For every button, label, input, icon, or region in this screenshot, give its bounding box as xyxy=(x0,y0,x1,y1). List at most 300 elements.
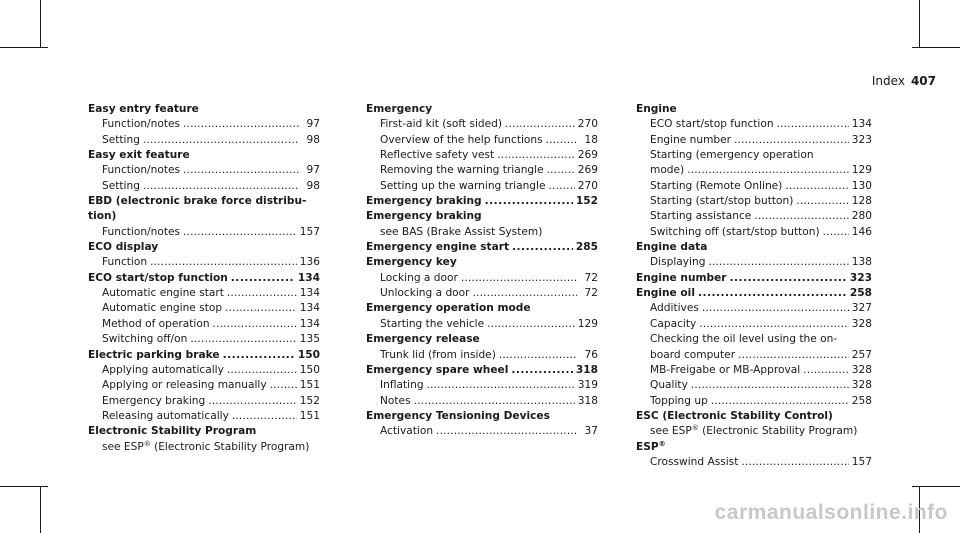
leader-dots xyxy=(777,117,849,132)
entry-label: Function/notes xyxy=(102,164,181,177)
entry-text xyxy=(650,148,814,163)
entry-label: Quality xyxy=(650,379,688,392)
index-heading xyxy=(88,348,320,363)
entry-label: Emergency Tensioning Devices xyxy=(366,409,550,422)
index-heading xyxy=(366,332,598,347)
section-label: Index xyxy=(871,74,905,88)
entry-text xyxy=(380,317,484,332)
entry-text xyxy=(366,301,531,316)
index-entry xyxy=(636,225,872,240)
entry-label: Unlocking a door xyxy=(380,287,470,300)
leader-dots xyxy=(225,301,297,316)
entry-label: Engine oil xyxy=(636,287,695,300)
entry-label: Engine xyxy=(636,103,677,115)
page-ref-link[interactable]: 138 xyxy=(851,256,872,269)
index-entry xyxy=(366,394,598,409)
index-heading xyxy=(88,424,320,439)
index-heading xyxy=(88,194,320,209)
entry-label: Trunk lid (from inside) xyxy=(380,348,496,361)
entry-label: Setting up the warning triangle xyxy=(380,179,546,192)
entry-label: Engine number xyxy=(650,133,732,146)
entry-label: Emergency key xyxy=(366,256,457,269)
leader-dots xyxy=(223,348,295,363)
index-entry xyxy=(366,317,598,332)
leader-dots xyxy=(499,348,577,363)
page-ref-link[interactable]: 150 xyxy=(299,363,320,376)
index-entry xyxy=(366,286,598,301)
index-entry xyxy=(636,179,872,194)
entry-label: board computer xyxy=(650,348,736,361)
page-ref-link[interactable]: 134 xyxy=(851,118,872,131)
crop-mark xyxy=(0,47,48,48)
entry-text xyxy=(636,240,707,255)
page-ref-link[interactable]: 98 xyxy=(306,179,320,192)
entry-text xyxy=(380,117,502,132)
leader-dots xyxy=(427,378,575,393)
entry-label: Starting assistance xyxy=(650,210,752,223)
leader-dots xyxy=(823,225,849,240)
page-ref-link[interactable]: 328 xyxy=(851,363,872,376)
index-entry xyxy=(366,117,598,132)
index-entry xyxy=(636,301,872,316)
leader-dots xyxy=(730,271,847,286)
leader-dots xyxy=(691,378,849,393)
entry-text xyxy=(380,225,542,240)
crop-mark xyxy=(912,486,960,487)
registered-mark: ® xyxy=(691,424,699,433)
index-heading xyxy=(636,409,872,424)
leader-dots xyxy=(702,301,849,316)
index-entry xyxy=(636,148,872,163)
entry-label: see ESP xyxy=(102,440,144,453)
leader-dots xyxy=(270,378,297,393)
page-ref-link[interactable]: 18 xyxy=(584,133,598,146)
entry-text xyxy=(636,271,727,286)
entry-label: Emergency release xyxy=(366,333,480,346)
index-entry xyxy=(636,348,872,363)
leader-dots xyxy=(143,179,299,194)
entry-text xyxy=(650,117,774,132)
entry-label: Emergency braking xyxy=(366,210,482,223)
entry-text xyxy=(88,194,306,209)
page-ref-link[interactable]: 129 xyxy=(851,164,872,177)
page-ref-link[interactable]: 98 xyxy=(306,133,320,146)
entry-text xyxy=(380,424,433,439)
index-entry xyxy=(88,332,320,347)
page-ref-link[interactable]: 318 xyxy=(577,394,598,407)
page-header xyxy=(872,74,936,88)
entry-text xyxy=(366,240,509,255)
index-entry xyxy=(366,133,598,148)
entry-text xyxy=(102,255,147,270)
index-entry xyxy=(636,363,872,378)
page-ref-link[interactable]: 152 xyxy=(299,394,320,407)
page-ref-link[interactable]: 257 xyxy=(851,348,872,361)
index-entry xyxy=(366,378,598,393)
entry-label: Inflating xyxy=(380,379,424,392)
entry-label: Notes xyxy=(380,394,411,407)
index-entry xyxy=(366,148,598,163)
entry-label: ECO start/stop function xyxy=(88,271,228,284)
index-heading xyxy=(636,271,872,286)
leader-dots xyxy=(461,271,577,286)
index-entry xyxy=(636,163,872,178)
entry-text xyxy=(102,301,222,316)
index-entry xyxy=(636,394,872,409)
index-entry xyxy=(88,255,320,270)
leader-dots xyxy=(227,286,297,301)
leader-dots xyxy=(546,133,577,148)
entry-label: ESC (Electronic Stability Control) xyxy=(636,409,833,422)
entry-text xyxy=(650,301,699,316)
index-heading xyxy=(366,209,598,224)
entry-label: Function xyxy=(102,256,148,269)
index-heading xyxy=(88,148,320,163)
index-entry xyxy=(88,133,320,148)
index-column-3 xyxy=(636,102,872,470)
entry-label-suffix: (Electronic Stability Program) xyxy=(698,425,858,438)
page-ref-link[interactable]: 269 xyxy=(577,164,598,177)
leader-dots xyxy=(231,271,295,286)
index-heading xyxy=(366,255,598,270)
entry-label: Applying automatically xyxy=(102,363,224,376)
entry-label: Setting xyxy=(102,133,140,146)
index-entry xyxy=(636,194,872,209)
leader-dots xyxy=(708,255,848,270)
page-ref-link[interactable]: 146 xyxy=(851,225,872,238)
page-ref-link[interactable]: 157 xyxy=(299,225,320,238)
page-ref-link[interactable]: 269 xyxy=(577,149,598,162)
registered-mark: ® xyxy=(658,439,666,448)
page-ref-link[interactable]: 270 xyxy=(577,179,598,192)
entry-text xyxy=(650,133,731,148)
entry-label: Overview of the help functions xyxy=(380,133,543,146)
entry-label-suffix: (Electronic Stability Program) xyxy=(150,440,310,453)
entry-label: see BAS (Brake Assist System) xyxy=(380,225,543,238)
leader-dots xyxy=(190,332,296,347)
index-heading xyxy=(366,102,598,117)
entry-text xyxy=(88,424,256,439)
entry-label: Activation xyxy=(380,425,434,438)
leader-dots xyxy=(754,209,848,224)
crop-mark xyxy=(919,0,920,48)
page-ref-link[interactable]: 135 xyxy=(299,333,320,346)
entry-label: Function/notes xyxy=(102,225,181,238)
entry-label: Easy exit feature xyxy=(88,149,190,162)
page-ref-link[interactable]: 323 xyxy=(849,271,872,284)
index-heading xyxy=(636,440,872,455)
entry-label: Function/notes xyxy=(102,118,181,131)
entry-label: Emergency braking xyxy=(102,394,206,407)
entry-text xyxy=(650,194,793,209)
entry-label: Emergency braking xyxy=(366,195,482,208)
entry-text xyxy=(650,163,684,178)
entry-text xyxy=(366,363,508,378)
index-heading xyxy=(636,286,872,301)
index-entry xyxy=(88,363,320,378)
entry-label: Electric parking brake xyxy=(88,348,220,361)
entry-label: Emergency engine start xyxy=(366,241,510,254)
index-entry xyxy=(636,332,872,347)
index-entry xyxy=(88,440,320,455)
entry-text xyxy=(102,440,309,455)
entry-label: Engine number xyxy=(636,271,727,284)
entry-label: Emergency operation mode xyxy=(366,302,531,315)
entry-label: Checking the oil level using the on- xyxy=(650,333,838,346)
index-entry xyxy=(88,286,320,301)
page-ref-link[interactable]: 134 xyxy=(299,302,320,315)
entry-text xyxy=(650,378,688,393)
entry-text xyxy=(366,209,482,224)
entry-text xyxy=(380,133,543,148)
entry-label: Automatic engine start xyxy=(102,287,224,300)
entry-text xyxy=(636,102,677,117)
entry-label: Topping up xyxy=(650,394,708,407)
entry-label: Applying or releasing manually xyxy=(102,379,267,392)
entry-label: Reflective safety vest xyxy=(380,149,495,162)
entry-text xyxy=(366,194,482,209)
index-entry xyxy=(366,348,598,363)
page-ref-link[interactable]: 136 xyxy=(299,256,320,269)
index-heading xyxy=(636,240,872,255)
index-heading xyxy=(636,102,872,117)
index-entry xyxy=(88,378,320,393)
index-entry xyxy=(88,179,320,194)
entry-text xyxy=(650,348,735,363)
index-entry xyxy=(88,225,320,240)
leader-dots xyxy=(547,163,575,178)
entry-text xyxy=(88,102,199,117)
entry-text xyxy=(88,209,116,224)
entry-text xyxy=(102,363,224,378)
entry-text xyxy=(636,409,833,424)
leader-dots xyxy=(232,409,297,424)
entry-text xyxy=(102,394,205,409)
leader-dots xyxy=(698,286,847,301)
crop-mark xyxy=(912,47,960,48)
leader-dots xyxy=(505,117,575,132)
leader-dots xyxy=(183,225,297,240)
entry-text xyxy=(380,148,494,163)
index-entry xyxy=(366,179,598,194)
crop-mark xyxy=(40,486,41,533)
page-ref-link[interactable]: 270 xyxy=(577,118,598,131)
page-ref-link[interactable]: 134 xyxy=(299,287,320,300)
leader-dots xyxy=(549,179,575,194)
page-ref-link[interactable]: 150 xyxy=(297,348,320,361)
entry-text xyxy=(636,286,695,301)
leader-dots xyxy=(485,194,573,209)
entry-label: Easy entry feature xyxy=(88,103,199,115)
leader-dots xyxy=(213,317,297,332)
entry-label: First-aid kit (soft sided) xyxy=(380,118,503,131)
index-heading xyxy=(366,363,598,378)
index-entry xyxy=(636,209,872,224)
leader-dots xyxy=(227,363,297,378)
entry-text xyxy=(650,179,782,194)
index-entry xyxy=(636,255,872,270)
entry-text xyxy=(102,317,210,332)
page-ref-link[interactable]: 258 xyxy=(849,287,872,300)
entry-label: Automatic engine stop xyxy=(102,302,223,315)
page-ref-link[interactable]: 328 xyxy=(851,379,872,392)
entry-text xyxy=(102,163,180,178)
index-heading xyxy=(366,240,598,255)
index-heading xyxy=(366,409,598,424)
page-ref-link[interactable]: 151 xyxy=(299,379,320,392)
entry-text xyxy=(102,286,224,301)
entry-text xyxy=(380,394,411,409)
leader-dots xyxy=(711,394,849,409)
page-ref-link[interactable]: 76 xyxy=(584,348,598,361)
page-ref-link[interactable]: 285 xyxy=(575,241,598,254)
page-ref-link[interactable]: 151 xyxy=(299,409,320,422)
entry-label: Switching off (start/stop button) xyxy=(650,225,820,238)
leader-dots xyxy=(143,133,299,148)
entry-label: Removing the warning triangle xyxy=(380,164,544,177)
leader-dots xyxy=(183,117,299,132)
entry-text xyxy=(650,209,751,224)
page-ref-link[interactable]: 134 xyxy=(299,317,320,330)
page-ref-link[interactable]: 319 xyxy=(577,379,598,392)
page-ref-link[interactable]: 129 xyxy=(577,317,598,330)
entry-text xyxy=(650,455,738,470)
registered-mark: ® xyxy=(143,439,151,448)
entry-text xyxy=(650,317,696,332)
index-entry xyxy=(366,424,598,439)
page-ref-link[interactable]: 152 xyxy=(575,195,598,208)
entry-label: Crosswind Assist xyxy=(650,455,739,468)
entry-label: Starting (start/stop button) xyxy=(650,195,794,208)
entry-label: Starting (emergency operation xyxy=(650,149,814,162)
leader-dots xyxy=(414,394,575,409)
entry-text xyxy=(102,179,140,194)
page-ref-link[interactable]: 130 xyxy=(851,179,872,192)
entry-label: ECO start/stop function xyxy=(650,118,774,131)
entry-label: mode) xyxy=(650,164,685,177)
entry-text xyxy=(102,133,140,148)
leader-dots xyxy=(497,148,575,163)
index-entry xyxy=(366,271,598,286)
entry-text xyxy=(102,378,267,393)
index-entry xyxy=(88,301,320,316)
watermark: carmanualsonline.info xyxy=(714,501,948,524)
entry-text xyxy=(650,363,800,378)
entry-label: ESP xyxy=(636,440,659,453)
entry-label: Method of operation xyxy=(102,317,210,330)
entry-label: Electronic Stability Program xyxy=(88,425,257,438)
leader-dots xyxy=(473,286,577,301)
page-ref-link[interactable]: 37 xyxy=(584,425,598,438)
leader-dots xyxy=(796,194,848,209)
entry-text xyxy=(380,378,424,393)
page-ref-link[interactable]: 72 xyxy=(584,287,598,300)
leader-dots xyxy=(803,363,849,378)
page-number: 407 xyxy=(910,74,936,88)
index-entry xyxy=(636,455,872,470)
entry-text xyxy=(102,225,180,240)
leader-dots xyxy=(785,179,848,194)
leader-dots xyxy=(734,133,849,148)
index-entry xyxy=(636,133,872,148)
entry-text xyxy=(366,332,480,347)
entry-label: Additives xyxy=(650,302,699,315)
entry-label: EBD (electronic brake force distribu- xyxy=(88,195,307,208)
entry-label: tion) xyxy=(88,210,117,223)
leader-dots xyxy=(699,317,848,332)
index-heading xyxy=(88,102,320,117)
page-ref-link[interactable]: 318 xyxy=(575,363,598,376)
entry-text xyxy=(366,409,550,424)
index-entry xyxy=(636,117,872,132)
entry-text xyxy=(380,163,544,178)
entry-label: Switching off/on xyxy=(102,333,188,346)
page-ref-link[interactable]: 258 xyxy=(851,394,872,407)
index-entry xyxy=(88,394,320,409)
page-ref-link[interactable]: 157 xyxy=(851,455,872,468)
leader-dots xyxy=(512,240,573,255)
entry-text xyxy=(636,440,666,455)
index-entry xyxy=(88,117,320,132)
entry-label: Starting (Remote Online) xyxy=(650,179,783,192)
entry-text xyxy=(650,424,857,439)
index-entry xyxy=(88,409,320,424)
entry-label: see ESP xyxy=(650,425,692,438)
page-ref-link[interactable]: 328 xyxy=(851,317,872,330)
page-ref-link[interactable]: 280 xyxy=(851,210,872,223)
index-entry xyxy=(636,424,872,439)
entry-label: Locking a door xyxy=(380,271,458,284)
page-ref-link[interactable]: 134 xyxy=(297,271,320,284)
leader-dots xyxy=(738,348,849,363)
entry-text xyxy=(380,179,546,194)
index-column-2 xyxy=(366,102,598,440)
entry-text xyxy=(650,394,708,409)
leader-dots xyxy=(687,163,849,178)
entry-text xyxy=(650,332,837,347)
leader-dots xyxy=(208,394,297,409)
index-heading xyxy=(88,271,320,286)
entry-label: ECO display xyxy=(88,241,159,254)
leader-dots xyxy=(436,424,577,439)
index-heading xyxy=(366,301,598,316)
index-heading xyxy=(88,209,320,224)
entry-label: Capacity xyxy=(650,317,697,330)
index-entry xyxy=(88,317,320,332)
entry-text xyxy=(380,348,496,363)
index-entry xyxy=(636,378,872,393)
page-ref-link[interactable]: 72 xyxy=(584,271,598,284)
entry-text xyxy=(380,286,470,301)
crop-mark xyxy=(0,486,48,487)
entry-text xyxy=(366,102,432,117)
entry-label: MB-Freigabe or MB-Approval xyxy=(650,363,801,376)
page-ref-link[interactable]: 323 xyxy=(851,133,872,146)
page-ref-link[interactable]: 128 xyxy=(851,195,872,208)
index-entry xyxy=(366,163,598,178)
leader-dots xyxy=(183,163,299,178)
page-ref-link[interactable]: 327 xyxy=(851,302,872,315)
entry-text xyxy=(366,255,457,270)
entry-label: Engine data xyxy=(636,241,708,254)
leader-dots xyxy=(150,255,297,270)
index-heading xyxy=(88,240,320,255)
page-ref-link[interactable]: 97 xyxy=(306,164,320,177)
index-entry xyxy=(366,225,598,240)
page-ref-link[interactable]: 97 xyxy=(306,118,320,131)
entry-text xyxy=(88,271,228,286)
entry-text xyxy=(88,148,190,163)
